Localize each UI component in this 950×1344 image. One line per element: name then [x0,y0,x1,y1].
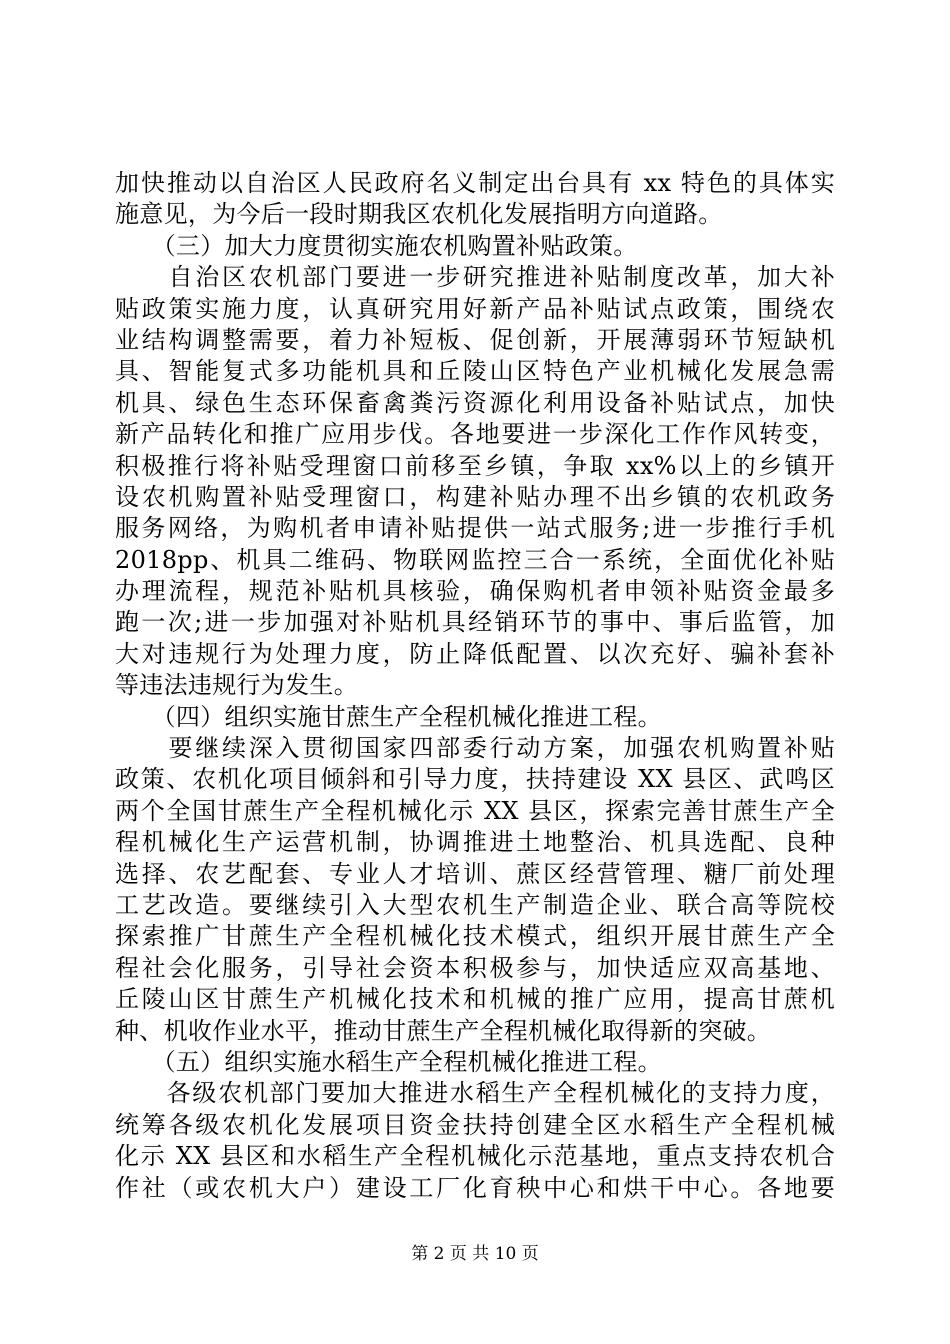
text-line: （三）加大力度贯彻实施农机购置补贴政策。 [115,231,638,260]
text-line: 探索推广甘蔗生产全程机械化技术模式，组织开展甘蔗生产全 [115,922,835,951]
document-body [115,168,835,1204]
text-line: 丘陵山区甘蔗生产机械化技术和机械的推广应用，提高甘蔗机 [115,985,835,1014]
text-line: 化示 XX 县区和水稻生产全程机械化示范基地，重点支持农机合 [115,1142,835,1171]
text-line: 作社（或农机大户）建设工厂化育秧中心和烘干中心。各地要 [115,1173,835,1202]
text-line: 跑一次;进一步加强对补贴机具经销环节的事中、事后监管，加 [115,608,835,637]
text-line: 等违法违规行为发生。 [115,671,358,700]
text-line: 具、智能复式多功能机具和丘陵山区特色产业机械化发展急需 [115,357,835,386]
text-line: 机具、绿色生态环保畜禽粪污资源化利用设备补贴试点，加快 [115,388,835,417]
text-line: 业结构调整需要，着力补短板、促创新，开展薄弱环节短缺机 [115,325,835,354]
text-line: （五）组织实施水稻生产全程机械化推进工程。 [115,1047,662,1076]
text-line: 程社会化服务，引导社会资本积极参与，加快适应双高基地、 [115,953,835,982]
text-line: （四）组织实施甘蔗生产全程机械化推进工程。 [115,702,662,731]
text-line: 新产品转化和推广应用步伐。各地要进一步深化工作作风转变， [115,420,835,449]
text-line: 2018pp、机具二维码、物联网监控三合一系统，全面优化补贴 [115,545,835,574]
text-line: 两个全国甘蔗生产全程机械化示 XX 县区，探索完善甘蔗生产全 [115,796,835,825]
text-line: 大对违规行为处理力度，防止降低配置、以次充好、骗补套补 [115,639,835,668]
text-line: 设农机购置补贴受理窗口，构建补贴办理不出乡镇的农机政务 [115,482,835,511]
text-line: 统筹各级农机化发展项目资金扶持创建全区水稻生产全程机械 [115,1110,835,1139]
text-line: 选择、农艺配套、专业人才培训、蔗区经营管理、糖厂前处理 [115,859,835,888]
text-line: 施意见，为今后一段时期我区农机化发展指明方向道路。 [115,200,723,229]
page-footer: 第 2 页 共 10 页 [411,1244,539,1264]
text-line: 服务网络，为购机者申请补贴提供一站式服务;进一步推行手机 [115,514,835,543]
text-line: 种、机收作业水平，推动甘蔗生产全程机械化取得新的突破。 [115,1016,772,1045]
text-line: 程机械化生产运营机制，协调推进土地整治、机具选配、良种 [115,828,835,857]
text-line: 加快推动以自治区人民政府名义制定出台具有 xx 特色的具体实 [115,169,835,197]
text-line: 贴政策实施力度，认真研究用好新产品补贴试点政策，围绕农 [115,294,835,323]
text-line: 自治区农机部门要进一步研究推进补贴制度改革，加大补 [115,263,835,292]
text-line: 要继续深入贯彻国家四部委行动方案，加强农机购置补贴 [115,734,835,763]
text-line: 办理流程，规范补贴机具核验，确保购机者申领补贴资金最多 [115,577,835,606]
text-line: 政策、农机化项目倾斜和引导力度，扶持建设 XX 县区、武鸣区 [115,765,835,794]
text-line: 积极推行将补贴受理窗口前移至乡镇，争取 xx%以上的乡镇开 [115,451,835,480]
text-line: 各级农机部门要加大推进水稻生产全程机械化的支持力度， [115,1079,835,1108]
text-line: 工艺改造。要继续引入大型农机生产制造企业、联合高等院校 [115,890,835,919]
